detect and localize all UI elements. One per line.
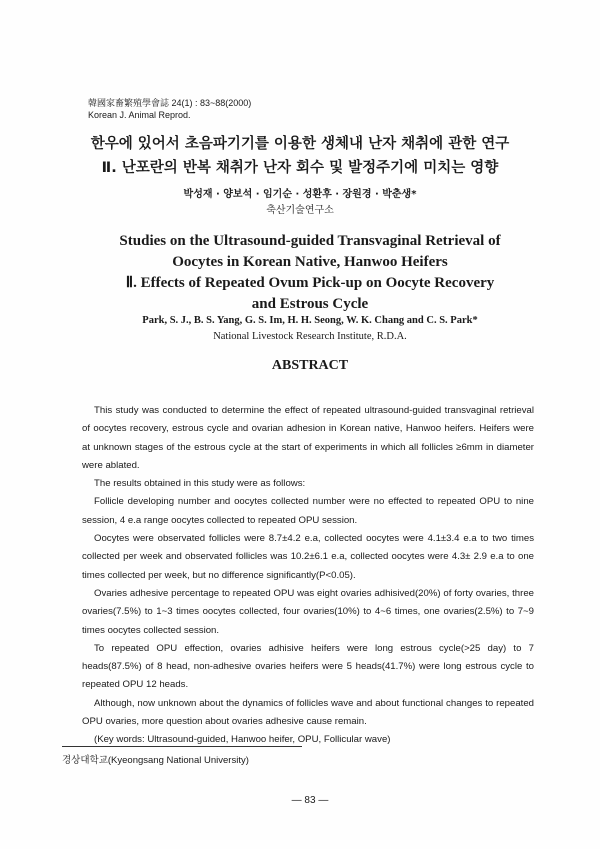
page-number: — 83 — [291,795,329,806]
korean-title-line2: Ⅱ. 난포란의 반복 채취가 난자 회수 및 발정주기에 미치는 영향 [101,160,499,176]
keywords: (Key words: Ultrasound-guided, Hanwoo heifer, OPU, Follicular wave) [94,734,391,746]
journal-name: Korean J. Animal Reprod. [88,110,191,120]
korean-authors: 박성재 · 양보석 · 임기순 · 성환후 · 장원경 · 박춘생* [183,189,417,200]
abstract-paragraph: To repeated OPU effection, ovaries adhisive heifers were long estrous cycle(>25 day) to 7 heads(87.5%) of 8 head, non-adhesive ovaries heifers were 5 heads(41.7%) were long estrous cycle to repeated OPU 12 heads. [82,642,534,691]
abstract-paragraph: The results obtained in this study were as follows: [94,478,306,490]
journal-header [88,97,251,121]
abstract-paragraph: Ovaries adhesive percentage to repeated OPU was eight ovaries adhisived(20%) of forty ovaries, three ovaries(7.5%) to 1~3 times oocytes collected, four ovaries(10%) to 4~6 times, one ovaries(2.5%) to 7~9 times oocytes collected session. [82,587,534,636]
abstract-heading: ABSTRACT [271,358,349,373]
footnote: 경상대학교(Kyeongsang National University) [62,755,249,766]
english-title-line1: Studies on the Ultrasound-guided Transvaginal Retrieval of [119,233,501,249]
korean-title [0,132,600,180]
english-title-line3: Ⅱ. Effects of Repeated Ovum Pick-up on Oocyte Recovery [125,275,495,291]
english-byline [0,313,600,345]
english-title [0,231,600,315]
english-title-line4: and Estrous Cycle [251,296,369,312]
journal-citation: 韓國家畜繁殖學會誌 24(1) : 83~88(2000) [88,98,252,108]
footnote-divider [62,746,302,747]
abstract-body [82,402,534,750]
korean-institution: 축산기술연구소 [266,205,334,216]
english-title-line2: Oocytes in Korean Native, Hanwoo Heifers [172,254,448,270]
english-authors: Park, S. J., B. S. Yang, G. S. Im, H. H. Seong, W. K. Chang and C. S. Park* [142,315,478,326]
abstract-paragraph: Although, now unknown about the dynamics of follicles wave and about functional changes to repeated OPU ovaries, more question about ovaries adhesive cause remain. [82,697,534,728]
abstract-paragraph: This study was conducted to determine the effect of repeated ultrasound-guided transvaginal retrieval of oocytes recovery, estrous cycle and ovarian adhesion in Korean native, Hanwoo heifers. Heifers were at unknown stages of the estrous cycle at the start of experiments in which all follicles ≥6mm in diameter were ablated. [82,405,534,471]
korean-byline [0,187,600,219]
english-institution: National Livestock Research Institute, R.D.A. [213,331,407,342]
abstract-paragraph: Follicle developing number and oocytes collected number were no effected to repeated OPU to nine session, 4 e.a range oocytes collected to repeated OPU session. [82,496,534,526]
abstract-paragraph: Oocytes were observated follicles were 8.7±4.2 e.a, collected oocytes were 4.1±3.4 e.a to two times collected per week and observated follicles was 10.2±6.1 e.a, collected oocytes were 4.3± 2.9 e.a to one times collected per week, but no difference significantly(P<0.05). [82,533,534,581]
korean-title-line1: 한우에 있어서 초음파기기를 이용한 생체내 난자 채취에 관한 연구 [90,136,510,152]
